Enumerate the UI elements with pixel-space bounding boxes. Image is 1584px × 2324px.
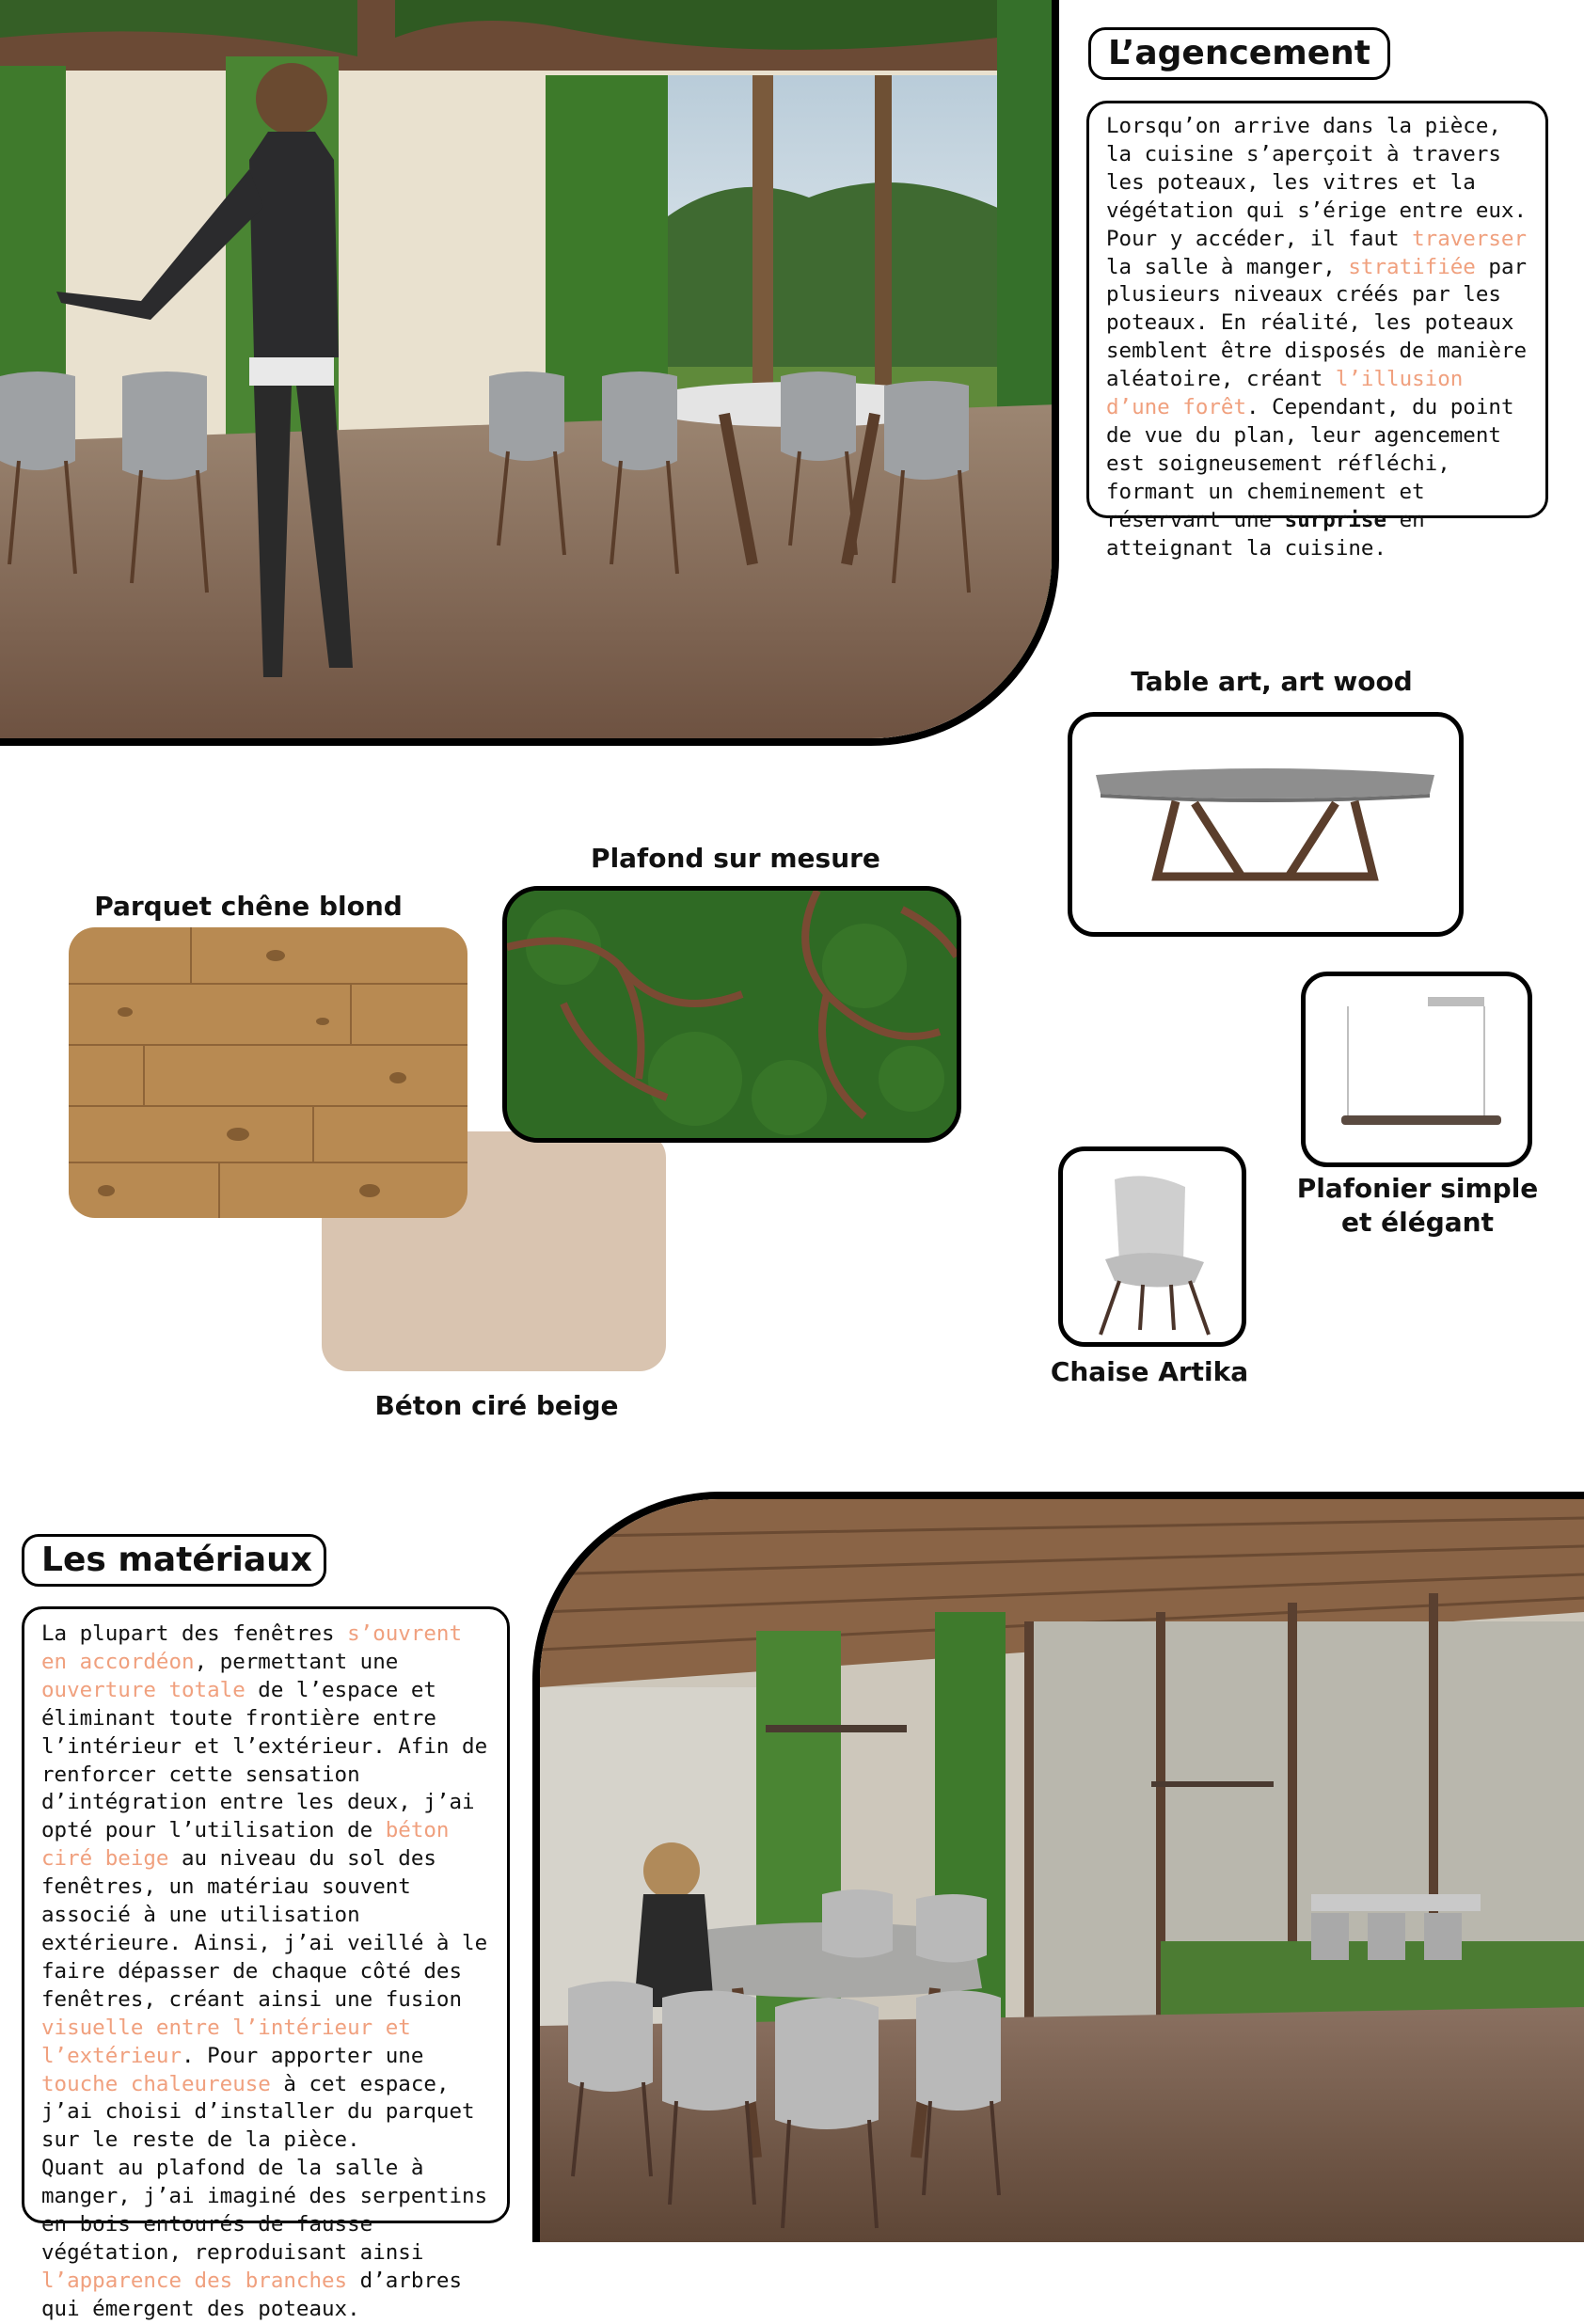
text-segment: au niveau du sol des fenêtres, un matériau souvent associé à une utilisation extérieure. Ainsi, j’ai veillé à le faire dépasser de chaque côté des fenêtres, créant ainsi une fusion: [41, 1846, 488, 2012]
text-segment: en atteignant la cuisine.: [1106, 507, 1425, 561]
light-label: Plafonier simple et élégant: [1296, 1173, 1539, 1238]
highlighted-text: visuelle entre l’intérieur et l’extérieur: [41, 2015, 411, 2068]
ceiling-label: Plafond sur mesure: [591, 843, 880, 874]
ceiling-image-swatch: [502, 886, 961, 1143]
chair-label: Chaise Artika: [1050, 1356, 1249, 1387]
highlighted-text: l’illusion d’une forêt: [1106, 367, 1464, 420]
text-segment: , permettant une: [194, 1649, 399, 1674]
light-image-card: [1301, 972, 1532, 1167]
layout-section-title: L’agencement: [1088, 27, 1390, 80]
layout-description-box: [1086, 101, 1548, 561]
render-dining-room-top: [0, 0, 1059, 746]
highlighted-text: stratifiée: [1348, 254, 1476, 279]
highlighted-text: béton ciré beige: [41, 1818, 450, 1872]
chair-image-card: [1058, 1146, 1246, 1347]
text-segment: . Pour apporter une: [182, 2043, 424, 2068]
text-segment: par plusieurs niveaux créés par les poteaux. En réalité, les poteaux semblent être disposés de manière aléatoire, créant: [1106, 254, 1528, 392]
highlighted-text: l’apparence des branches: [41, 2268, 348, 2293]
parquet-label: Parquet chêne blond: [94, 891, 403, 922]
render-dining-room-bottom: [532, 1492, 1584, 2242]
bold-text: surprise: [1284, 507, 1387, 532]
materials-section-title: Les matériaux: [22, 1534, 326, 1587]
parquet-image-swatch: [69, 927, 467, 1218]
text-segment: . Cependant, du point de vue du plan, leur agencement est soigneusement réfléchi, formant un cheminement et réservant une: [1106, 395, 1514, 532]
highlighted-text: s’ouvrent en accordéon: [41, 1621, 463, 1674]
text-segment: de l’espace et éliminant toute frontière entre l’intérieur et l’extérieur. Afin de renforcer cette sensation d’intégration entre les deux, j’ai opté pour l’utilisation de: [41, 1677, 488, 1843]
table-label: Table art, art wood: [1131, 666, 1413, 697]
layout-description: [1106, 113, 1529, 563]
highlighted-text: traverser: [1412, 226, 1528, 251]
text-segment: d’arbres qui émergent des poteaux.: [41, 2268, 463, 2321]
highlighted-text: touche chaleureuse: [41, 2071, 271, 2096]
text-segment: La plupart des fenêtres: [41, 1621, 348, 1646]
materials-paragraph-2: [41, 2155, 490, 2323]
text-segment: à cet espace, j’ai choisi d’installer du parquet sur le reste de la pièce.: [41, 2071, 475, 2153]
materials-paragraph-1: [41, 1620, 490, 2155]
materials-description-box: [22, 1606, 510, 2321]
text-segment: Lorsqu’on arrive dans la pièce, la cuisine s’aperçoit à travers les poteaux, les vitres et la végétation qui s’érige entre eux. Pour y accéder, il faut: [1106, 114, 1528, 251]
text-segment: Quant au plafond de la salle à manger, j’ai imaginé des serpentins en bois entourés de fausse végétation, reproduisant ainsi: [41, 2156, 488, 2265]
beton-label: Béton ciré beige: [374, 1390, 619, 1421]
table-image-card: [1068, 712, 1464, 937]
highlighted-text: ouverture totale: [41, 1677, 246, 1702]
text-segment: la salle à manger,: [1106, 254, 1349, 279]
